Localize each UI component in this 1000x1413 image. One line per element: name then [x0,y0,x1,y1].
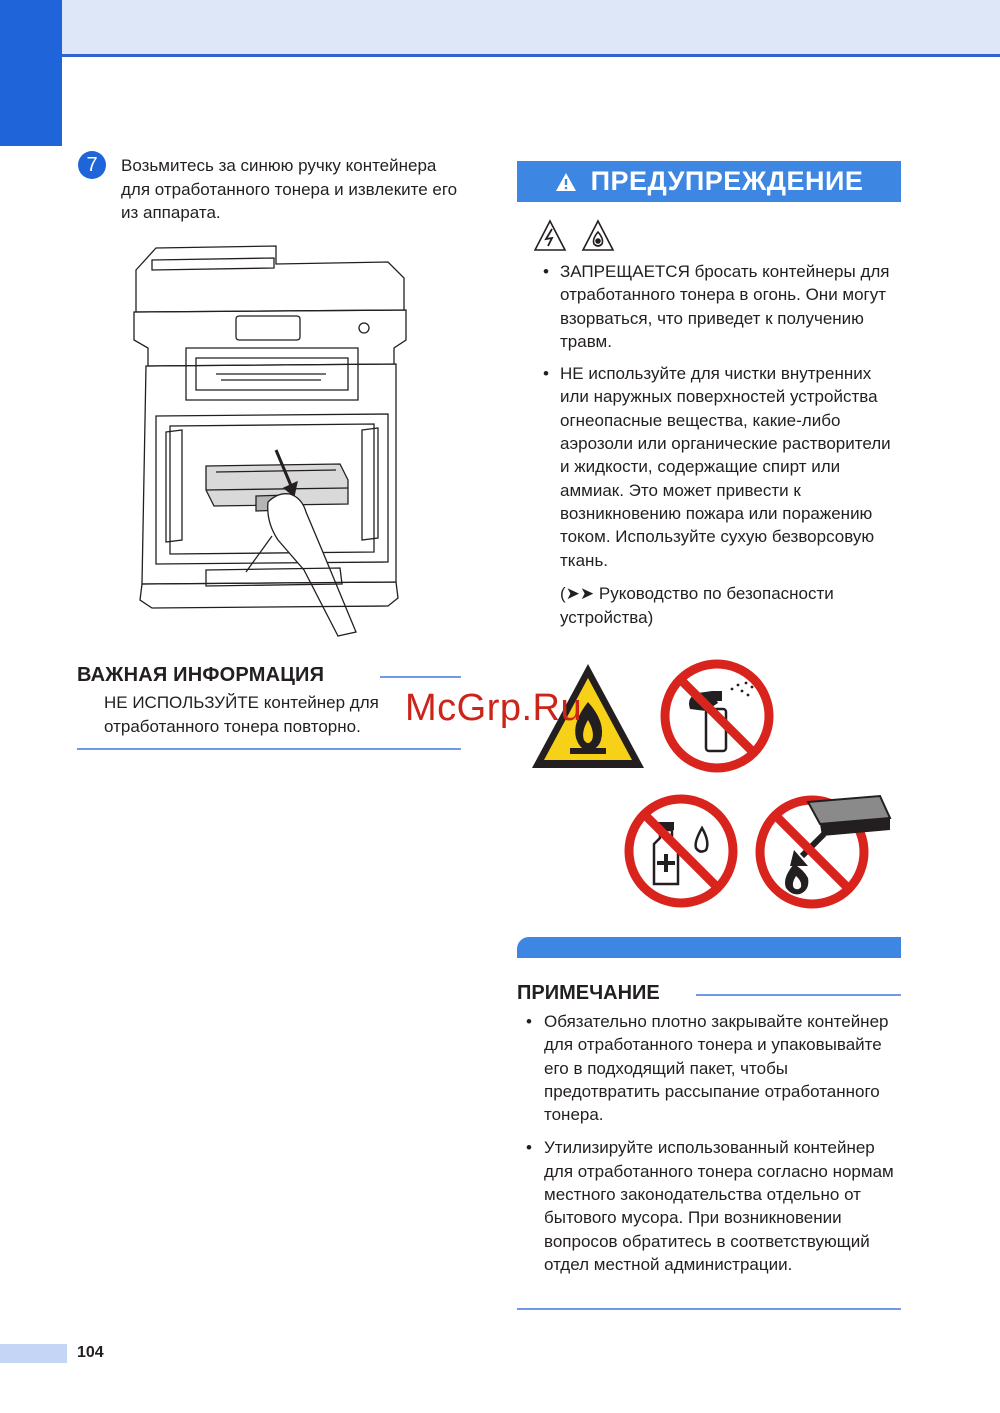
note-title-rule [696,994,901,996]
note-bottom-rule [517,1308,901,1310]
step-instruction: Возьмитесь за синюю ручку контейнера для отработанного тонера и извлеките его из аппарата. [121,156,458,222]
watermark: McGrp.Ru [405,687,583,729]
note-item: • Обязательно плотно закрывайте контейнер для отработанного тонера и упаковывайте его в подходящий пакет, чтобы предотвратить рассыпание отработанного тонера. [524,1010,904,1126]
warning-list [540,260,900,581]
electric-shock-icon [535,221,565,250]
no-solvent-sign [622,792,740,910]
warning-title: ПРЕДУПРЕЖДЕНИЕ [590,166,864,196]
flame-hazard-icon [583,221,613,250]
page-number: 104 [77,1344,104,1361]
warning-triangle-icon [555,172,577,192]
warning-item: • НЕ используйте для чистки внутренних или наружных поверхностей устройства огнеопасные вещества, какие-либо аэрозоли или органические растворители и жидкости, содержащие спирт или аммиак. Это может привести к возникновению пожара или поражению током. Используйте сухую безворсовую ткань. [540,362,900,572]
hand [268,494,356,636]
important-info-title: ВАЖНАЯ ИНФОРМАЦИЯ [77,664,325,686]
note-list [524,1010,904,1286]
warning-bottom-bar [517,937,901,958]
safety-guide-reference: (➤➤ Руководство по безопасности устройства) [560,584,834,627]
header-band [0,0,1000,57]
printer-illustration [126,240,418,640]
no-incineration-sign [752,790,892,910]
warning-banner [517,161,901,202]
chapter-tab [0,0,62,146]
printer-lower-tray [140,582,398,608]
important-title-rule [380,676,461,678]
printer-scanner-lid [136,246,404,312]
note-item: • Утилизируйте использованный контейнер для отработанного тонера согласно нормам местного законодательства отдельно от бытового мусора. При возникновении вопросов обратитесь в соответствующий отдел местной администрации. [524,1136,904,1276]
printer-touchscreen [236,316,300,340]
hazard-icons [534,219,618,253]
warning-item: • ЗАПРЕЩАЕТСЯ бросать контейнеры для отработанного тонера в огонь. Они могут взорваться, что приведет к получению травм. [540,260,900,353]
note-title: ПРИМЕЧАНИЕ [517,982,660,1004]
no-aerosol-sign [658,657,776,775]
step-number-badge: 7 [78,151,106,179]
important-bottom-rule [77,748,461,750]
important-info-text: НЕ ИСПОЛЬЗУЙТЕ контейнер для отработанного тонера повторно. [104,693,379,736]
printer-adf [152,258,274,270]
page-tab [0,1344,67,1363]
power-button-icon [359,323,369,333]
